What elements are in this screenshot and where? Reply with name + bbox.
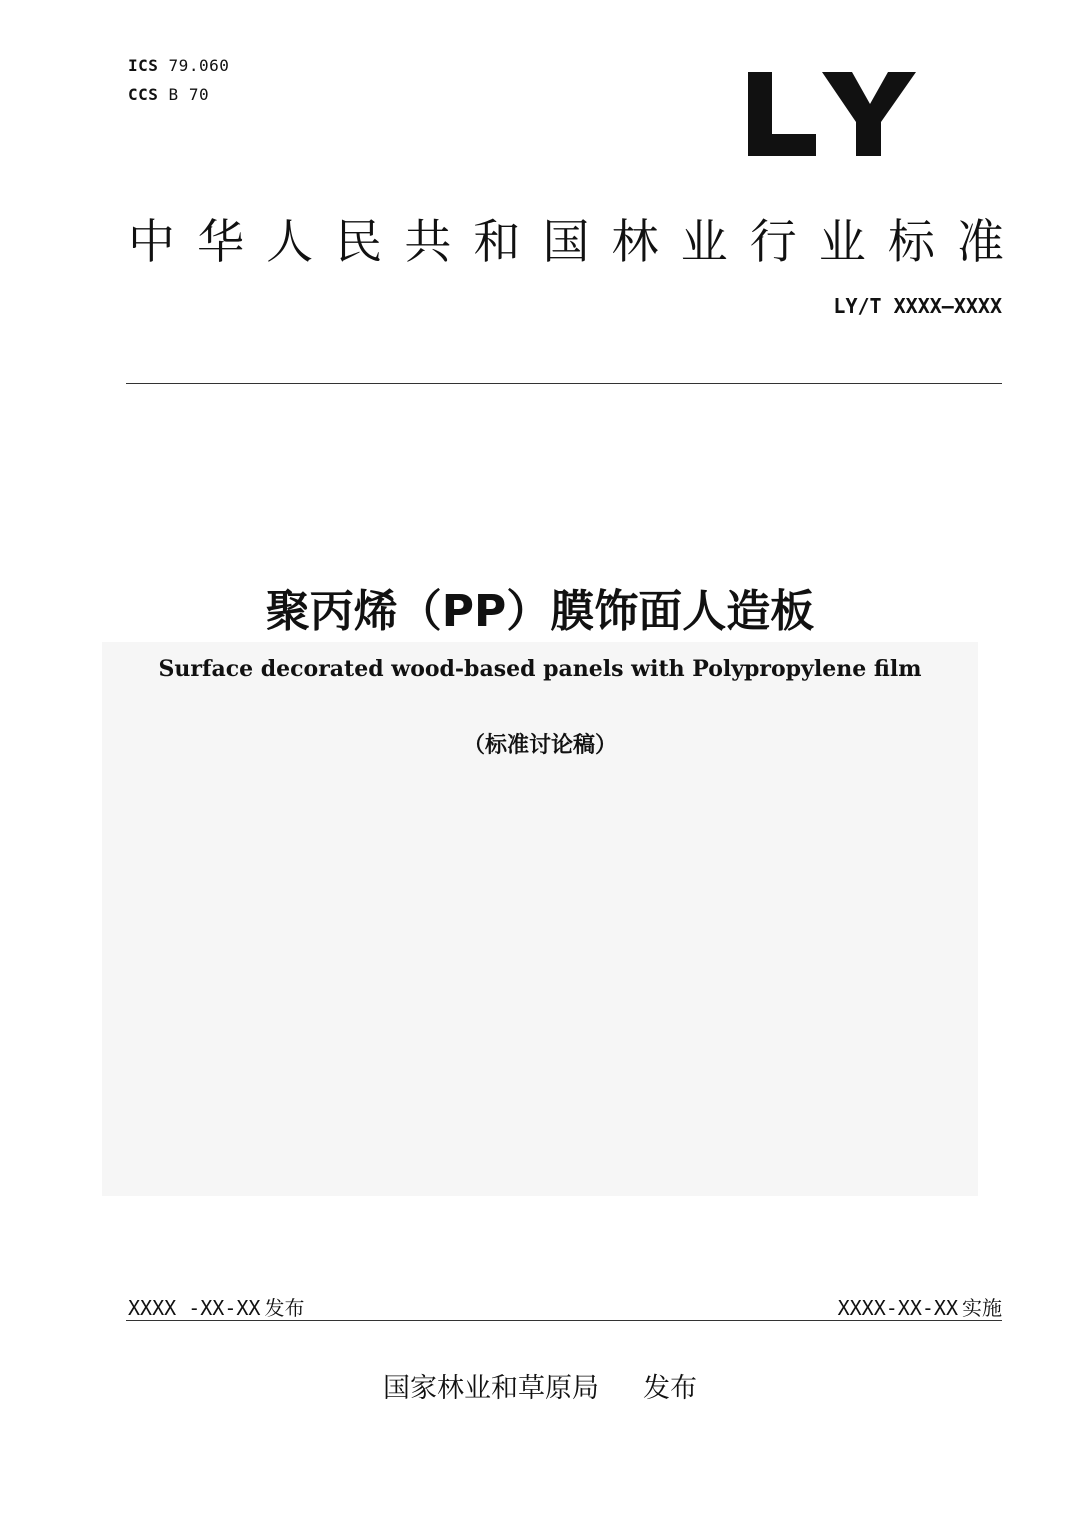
release-label: 发布	[264, 1296, 305, 1320]
implement-date: XXXX-XX-XX	[837, 1296, 958, 1320]
content-panel	[102, 642, 978, 1196]
document-status: （标准讨论稿）	[462, 733, 617, 758]
main-title	[128, 212, 1004, 274]
publisher-line	[0, 1366, 1080, 1405]
standard-number: LY/T XXXX—XXXX	[833, 294, 1002, 318]
main-title-char: 和	[473, 215, 521, 270]
main-title-char: 华	[197, 215, 245, 270]
main-title-char: 业	[818, 215, 866, 270]
ccs-code	[128, 85, 209, 104]
release-date: XXXX -XX-XX	[128, 1296, 261, 1320]
publisher-name: 国家林业和草原局	[383, 1373, 599, 1404]
ics-code	[128, 56, 229, 75]
main-title-char: 行	[749, 215, 797, 270]
ccs-value: B 70	[168, 85, 210, 104]
ly-logo	[744, 58, 920, 162]
document-title-en: Surface decorated wood-based panels with Polypropylene film	[158, 656, 922, 682]
main-title-char: 中	[128, 215, 175, 270]
bottom-divider	[126, 1320, 1002, 1321]
ics-label: ICS	[128, 56, 159, 75]
main-title-char: 准	[956, 215, 1004, 270]
ics-value: 79.060	[168, 56, 230, 75]
release-date-line	[128, 1292, 304, 1321]
implement-date-line	[838, 1292, 1002, 1321]
implement-label: 实施	[962, 1296, 1002, 1320]
top-divider	[126, 383, 1002, 384]
main-title-char: 国	[542, 215, 590, 270]
publisher-action: 发布	[643, 1373, 697, 1404]
main-title-char: 林	[611, 215, 659, 270]
main-title-char: 人	[266, 215, 314, 270]
document-title-cn: 聚丙烯（PP）膜饰面人造板	[265, 586, 815, 637]
main-title-char: 民	[335, 215, 383, 270]
main-title-char: 业	[680, 215, 728, 270]
main-title-char: 标	[887, 215, 935, 270]
main-title-char: 共	[404, 215, 452, 270]
ccs-label: CCS	[128, 85, 159, 104]
